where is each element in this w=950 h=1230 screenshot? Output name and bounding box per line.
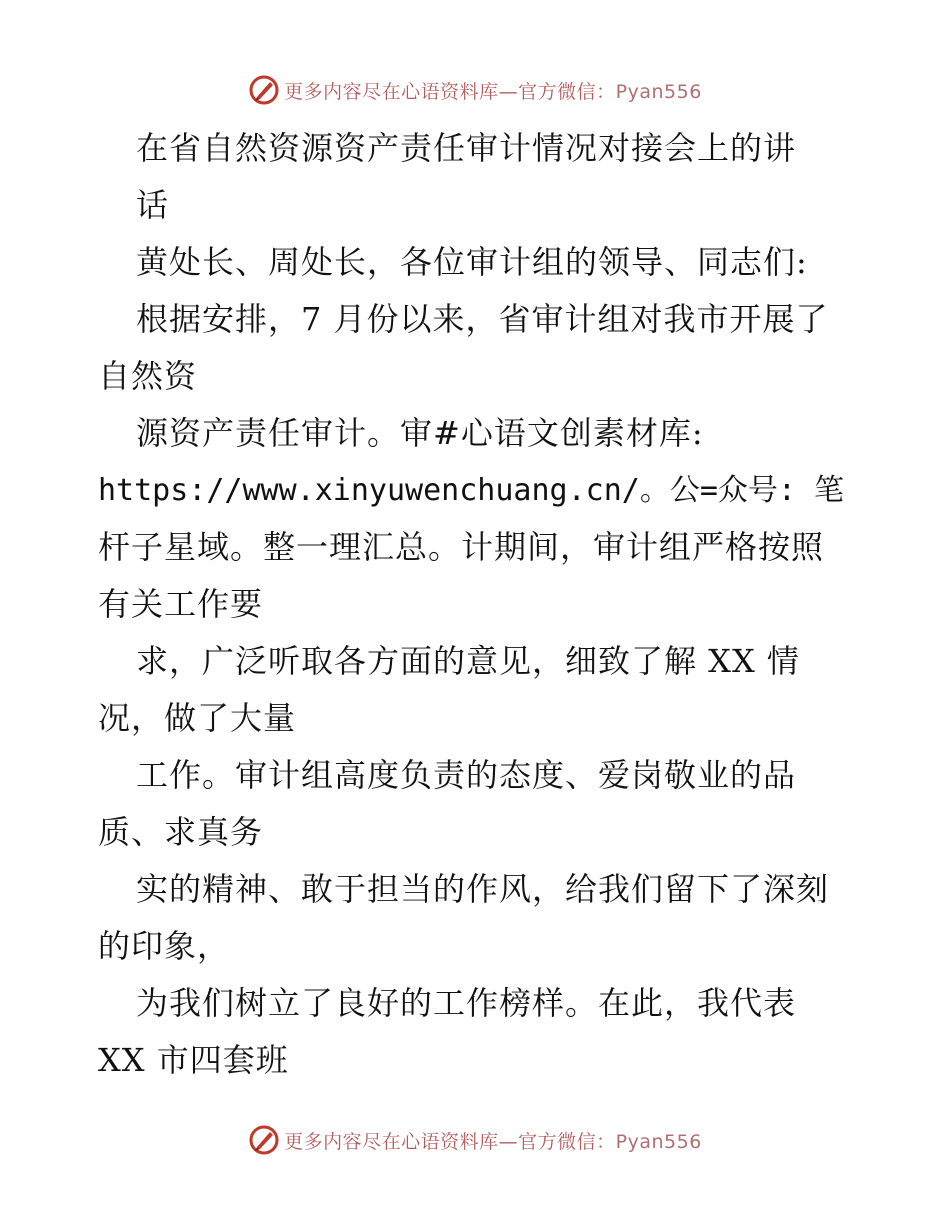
text-line: 工作。审计组高度负责的态度、爱岗敬业的品 (136, 756, 797, 794)
banner-text: 更多内容尽在心语资料库—官方微信：Pyan556 (284, 80, 702, 103)
text-line: XX 市四套班 (98, 1041, 289, 1079)
title-line-2: 话 (136, 186, 170, 224)
text-line: 况，做了大量 (98, 699, 297, 737)
text-line: 杆子星域。整一理汇总。计期间，审计组严格按照 (98, 528, 825, 566)
title-line-1: 在省自然资源资产责任审计情况对接会上的讲 (136, 129, 797, 167)
salutation: 黄处长、周处长，各位审计组的领导、同志们: (136, 243, 808, 281)
header-banner (0, 70, 950, 110)
text-line: 实的精神、敢于担当的作风，给我们留下了深刻 (136, 870, 830, 908)
text-line: 的印象， (98, 927, 231, 965)
pen-logo-icon (248, 74, 280, 106)
document-body (98, 120, 858, 1089)
footer-banner (0, 1120, 950, 1160)
wechat-id: Pyan556 (615, 1130, 702, 1153)
banner-text: 更多内容尽在心语资料库—官方微信：Pyan556 (284, 1130, 702, 1153)
text-line: 有关工作要 (98, 585, 264, 623)
pen-logo-icon (248, 1124, 280, 1156)
text-line: 质、求真务 (98, 813, 264, 851)
text-line: 求，广泛听取各方面的意见，细致了解 XX 情 (136, 642, 800, 680)
text-line: 为我们树立了良好的工作榜样。在此，我代表 (136, 984, 797, 1022)
wechat-id: Pyan556 (615, 80, 702, 103)
text-line: 源资产责任审计。审#心语文创素材库: (136, 414, 704, 452)
text-line-url: https://www.xinyuwenchuang.cn/。公=众号: 笔 (98, 473, 845, 508)
text-line: 根据安排，7 月份以来，省审计组对我市开展了 (136, 300, 829, 338)
text-line: 自然资 (98, 357, 198, 395)
